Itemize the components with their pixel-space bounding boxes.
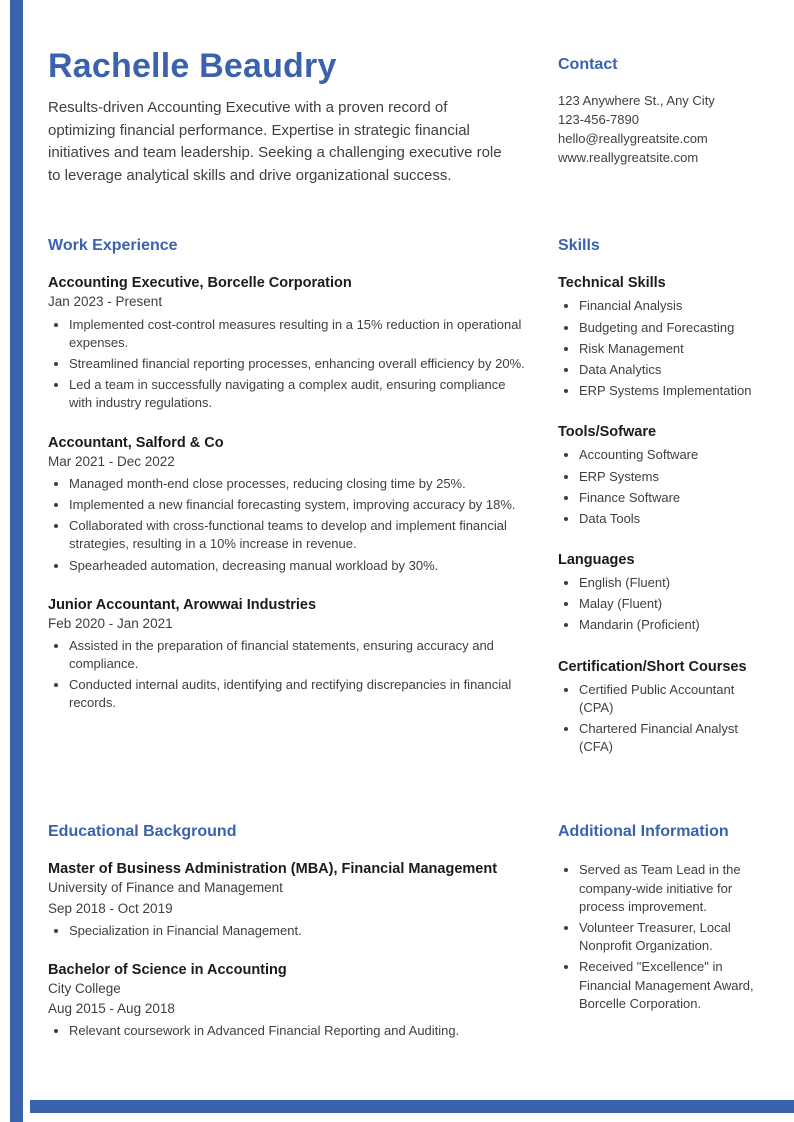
skill-item: • Budgeting and Forecasting (579, 319, 770, 337)
job-entry (48, 275, 532, 412)
degree-entry (48, 861, 532, 940)
skill-item: • Certified Public Accountant (CPA) (579, 681, 770, 717)
bullet-item: • Implemented a new financial forecasting system, improving accuracy by 18%. (69, 496, 532, 514)
work-experience-heading: Work Experience (48, 237, 178, 255)
skill-group-title: Tools/Sofware (558, 424, 657, 441)
degree-entry (48, 962, 532, 1041)
job-title: Accountant, Salford & Co (48, 434, 224, 451)
contact-heading: Contact (558, 56, 618, 73)
job-bullets (48, 637, 532, 713)
bullet-item: • Led a team in successfully navigating a complex audit, ensuring compliance with industry regulations. (69, 376, 532, 412)
degree-school: University of Finance and Management (48, 880, 283, 896)
skill-item: • Accounting Software (579, 446, 770, 464)
additional-info-heading: Additional Information (558, 823, 729, 841)
skill-item: • Malay (Fluent) (579, 595, 770, 613)
skill-group (558, 424, 770, 528)
person-name: Rachelle Beaudry (48, 47, 337, 85)
bullet-item: • Collaborated with cross-functional teams to develop and implement financial strategies, resulting in a 10% increase in revenue. (69, 517, 532, 553)
bullet-item: • Spearheaded automation, decreasing manual workload by 30%. (69, 557, 532, 575)
degree-school: City College (48, 981, 121, 997)
bullet-item: • Specialization in Financial Management. (69, 922, 532, 940)
bullet-item: • Relevant coursework in Advanced Financial Reporting and Auditing. (69, 1022, 532, 1040)
bullet-item: • Conducted internal audits, identifying and rectifying discrepancies in financial records. (69, 676, 532, 712)
degree-bullets (48, 1022, 532, 1040)
job-dates: Mar 2021 - Dec 2022 (48, 453, 175, 469)
bullet-item: • Managed month-end close processes, reducing closing time by 25%. (69, 475, 532, 493)
job-entry (48, 435, 532, 575)
degree-title: Bachelor of Science in Accounting (48, 962, 287, 979)
skill-list (558, 446, 770, 528)
contact-phone: 123-456-7890 (558, 111, 639, 127)
additional-info-list (558, 861, 770, 1013)
job-title: Accounting Executive, Borcelle Corporation (48, 275, 352, 292)
contact-section (558, 56, 770, 167)
bullet-item: • Implemented cost-control measures resulting in a 15% reduction in operational expenses. (69, 316, 532, 352)
degree-dates: Aug 2015 - Aug 2018 (48, 1001, 175, 1017)
job-bullets (48, 475, 532, 575)
skills-heading: Skills (558, 237, 600, 255)
degree-dates: Sep 2018 - Oct 2019 (48, 900, 173, 916)
job-dates: Feb 2020 - Jan 2021 (48, 615, 173, 631)
work-experience-section (48, 237, 532, 715)
contact-email: hello@reallygreatsite.com (558, 130, 708, 146)
additional-info-section (558, 823, 770, 1016)
skill-group (558, 275, 770, 400)
skill-item: • Risk Management (579, 340, 770, 358)
job-entry (48, 597, 532, 713)
skill-item: • Mandarin (Proficient) (579, 616, 770, 634)
job-bullets (48, 316, 532, 413)
contact-website: www.reallygreatsite.com (558, 149, 699, 165)
bullet-item: • Streamlined financial reporting processes, enhancing overall efficiency by 20%. (69, 355, 532, 373)
additional-info-item: • Served as Team Lead in the company-wide initiative for process improvement. (579, 861, 770, 916)
left-accent-bar (10, 0, 23, 1122)
skill-item: • Finance Software (579, 489, 770, 507)
bullet-item: • Assisted in the preparation of financial statements, ensuring accuracy and compliance. (69, 637, 532, 673)
education-section (48, 823, 532, 1043)
skill-item: • ERP Systems (579, 468, 770, 486)
skill-group (558, 552, 770, 635)
additional-info-item: • Received "Excellence" in Financial Management Award, Borcelle Corporation. (579, 958, 770, 1013)
contact-address: 123 Anywhere St., Any City (558, 93, 715, 108)
skill-item: • Chartered Financial Analyst (CFA) (579, 720, 770, 756)
skill-item: • Financial Analysis (579, 297, 770, 315)
skills-section (558, 237, 770, 759)
skill-group (558, 659, 770, 757)
education-heading: Educational Background (48, 823, 237, 841)
skill-item: • Data Analytics (579, 361, 770, 379)
degree-title: Master of Business Administration (MBA), Financial Management (48, 861, 498, 878)
bottom-accent-bar (30, 1100, 794, 1113)
job-dates: Jan 2023 - Present (48, 294, 163, 310)
skill-list (558, 681, 770, 757)
skill-list (558, 297, 770, 400)
skill-group-title: Technical Skills (558, 275, 666, 292)
job-title: Junior Accountant, Arowwai Industries (48, 596, 317, 613)
skill-item: • English (Fluent) (579, 574, 770, 592)
skill-item: • ERP Systems Implementation (579, 382, 770, 400)
skill-item: • Data Tools (579, 510, 770, 528)
skill-list (558, 574, 770, 635)
skill-group-title: Certification/Short Courses (558, 658, 747, 675)
header-section (48, 48, 532, 187)
skill-group-title: Languages (558, 552, 635, 569)
degree-bullets (48, 922, 532, 940)
additional-info-item: • Volunteer Treasurer, Local Nonprofit Organization. (579, 919, 770, 955)
resume-content (48, 48, 770, 1044)
summary-text: Results-driven Accounting Executive with a proven record of optimizing financial performance. Expertise in strategic financial initiatives and team leadership. Seeking a challenging executive role to leverage analytical skills and drive organizational success. (48, 99, 502, 184)
